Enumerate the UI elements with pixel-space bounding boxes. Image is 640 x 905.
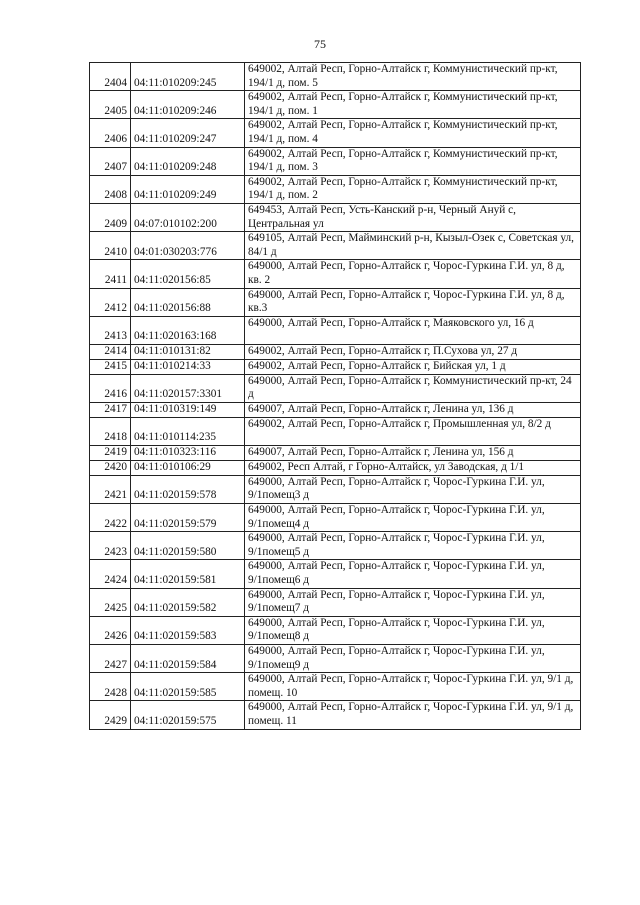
row-number: 2420 (90, 460, 131, 475)
address: 649002, Алтай Респ, Горно-Алтайск г, Коммунистический пр-кт, 194/1 д, пом. 3 (245, 147, 581, 175)
table-row (90, 616, 581, 644)
table-row (90, 119, 581, 147)
address: 649000, Алтай Респ, Горно-Алтайск г, Чорос-Гуркина Г.И. ул, 9/1помещ7 д (245, 588, 581, 616)
cadastral-number: 04:11:020163:168 (131, 316, 245, 344)
address: 649000, Алтай Респ, Горно-Алтайск г, Чорос-Гуркина Г.И. ул, 9/1помещ9 д (245, 645, 581, 673)
address: 649002, Алтай Респ, Горно-Алтайск г, П.Сухова ул, 27 д (245, 344, 581, 359)
row-number: 2409 (90, 203, 131, 231)
address: 649002, Алтай Респ, Горно-Алтайск г, Бийская ул, 1 д (245, 359, 581, 374)
address: 649000, Алтай Респ, Горно-Алтайск г, Чорос-Гуркина Г.И. ул, 9/1помещ8 д (245, 616, 581, 644)
address: 649000, Алтай Респ, Горно-Алтайск г, Чорос-Гуркина Г.И. ул, 9/1помещ4 д (245, 504, 581, 532)
row-number: 2410 (90, 232, 131, 260)
table-row (90, 288, 581, 316)
row-number: 2423 (90, 532, 131, 560)
row-number: 2412 (90, 288, 131, 316)
cadastral-number: 04:11:010319:149 (131, 402, 245, 417)
address: 649453, Алтай Респ, Усть-Канский р-н, Черный Ануй с, Центральная ул (245, 203, 581, 231)
row-number: 2413 (90, 316, 131, 344)
table-row (90, 344, 581, 359)
row-number: 2406 (90, 119, 131, 147)
cadastral-number: 04:11:010114:235 (131, 417, 245, 445)
cadastral-number: 04:11:010209:249 (131, 175, 245, 203)
cadastral-number: 04:11:010106:29 (131, 460, 245, 475)
table-row (90, 504, 581, 532)
table-row (90, 532, 581, 560)
row-number: 2405 (90, 91, 131, 119)
cadastral-number: 04:11:010323:116 (131, 445, 245, 460)
row-number: 2408 (90, 175, 131, 203)
table-row (90, 316, 581, 344)
cadastral-number: 04:11:020156:85 (131, 260, 245, 288)
address: 649000, Алтай Респ, Горно-Алтайск г, Чорос-Гуркина Г.И. ул, 9/1 д, помещ. 11 (245, 701, 581, 729)
address: 649007, Алтай Респ, Горно-Алтайск г, Ленина ул, 136 д (245, 402, 581, 417)
cadastral-number: 04:01:030203:776 (131, 232, 245, 260)
address: 649007, Алтай Респ, Горно-Алтайск г, Ленина ул, 156 д (245, 445, 581, 460)
property-table (89, 62, 581, 730)
row-number: 2417 (90, 402, 131, 417)
table-row (90, 203, 581, 231)
cadastral-number: 04:11:010209:248 (131, 147, 245, 175)
cadastral-number: 04:11:010209:246 (131, 91, 245, 119)
table-row (90, 359, 581, 374)
address: 649000, Алтай Респ, Горно-Алтайск г, Чорос-Гуркина Г.И. ул, 8 д, кв.3 (245, 288, 581, 316)
cadastral-number: 04:11:010209:245 (131, 63, 245, 91)
table-row (90, 417, 581, 445)
cadastral-number: 04:11:020159:575 (131, 701, 245, 729)
row-number: 2421 (90, 475, 131, 503)
cadastral-number: 04:11:020159:581 (131, 560, 245, 588)
table-row (90, 445, 581, 460)
table-row (90, 460, 581, 475)
table-row (90, 673, 581, 701)
address: 649002, Алтай Респ, Горно-Алтайск г, Коммунистический пр-кт, 194/1 д, пом. 4 (245, 119, 581, 147)
cadastral-number: 04:11:010214:33 (131, 359, 245, 374)
address: 649000, Алтай Респ, Горно-Алтайск г, Чорос-Гуркина Г.И. ул, 9/1 д, помещ. 10 (245, 673, 581, 701)
row-number: 2414 (90, 344, 131, 359)
address: 649002, Алтай Респ, Горно-Алтайск г, Коммунистический пр-кт, 194/1 д, пом. 5 (245, 63, 581, 91)
row-number: 2426 (90, 616, 131, 644)
table-row (90, 260, 581, 288)
cadastral-number: 04:11:020159:585 (131, 673, 245, 701)
address: 649000, Алтай Респ, Горно-Алтайск г, Чорос-Гуркина Г.И. ул, 8 д, кв. 2 (245, 260, 581, 288)
table-row (90, 475, 581, 503)
cadastral-number: 04:11:020159:582 (131, 588, 245, 616)
table-row (90, 645, 581, 673)
row-number: 2418 (90, 417, 131, 445)
table-row (90, 232, 581, 260)
row-number: 2425 (90, 588, 131, 616)
row-number: 2419 (90, 445, 131, 460)
cadastral-number: 04:11:020159:578 (131, 475, 245, 503)
cadastral-number: 04:07:010102:200 (131, 203, 245, 231)
address: 649000, Алтай Респ, Горно-Алтайск г, Чорос-Гуркина Г.И. ул, 9/1помещ5 д (245, 532, 581, 560)
row-number: 2415 (90, 359, 131, 374)
table-row (90, 701, 581, 729)
address: 649000, Алтай Респ, Горно-Алтайск г, Маяковского ул, 16 д (245, 316, 581, 344)
table-row (90, 560, 581, 588)
cadastral-number: 04:11:020156:88 (131, 288, 245, 316)
table-body (90, 63, 581, 730)
row-number: 2404 (90, 63, 131, 91)
table-row (90, 63, 581, 91)
table-row (90, 402, 581, 417)
address: 649002, Алтай Респ, Горно-Алтайск г, Коммунистический пр-кт, 194/1 д, пом. 1 (245, 91, 581, 119)
row-number: 2407 (90, 147, 131, 175)
row-number: 2424 (90, 560, 131, 588)
cadastral-number: 04:11:020159:584 (131, 645, 245, 673)
cadastral-number: 04:11:020159:580 (131, 532, 245, 560)
table-row (90, 588, 581, 616)
row-number: 2429 (90, 701, 131, 729)
address: 649000, Алтай Респ, Горно-Алтайск г, Чорос-Гуркина Г.И. ул, 9/1помещ6 д (245, 560, 581, 588)
address: 649002, Респ Алтай, г Горно-Алтайск, ул Заводская, д 1/1 (245, 460, 581, 475)
row-number: 2422 (90, 504, 131, 532)
row-number: 2416 (90, 374, 131, 402)
cadastral-number: 04:11:010209:247 (131, 119, 245, 147)
row-number: 2428 (90, 673, 131, 701)
address: 649002, Алтай Респ, Горно-Алтайск г, Коммунистический пр-кт, 194/1 д, пом. 2 (245, 175, 581, 203)
row-number: 2427 (90, 645, 131, 673)
table-row (90, 147, 581, 175)
cadastral-number: 04:11:020157:3301 (131, 374, 245, 402)
row-number: 2411 (90, 260, 131, 288)
table-row (90, 374, 581, 402)
page-number: 75 (314, 37, 326, 51)
table-row (90, 91, 581, 119)
address: 649105, Алтай Респ, Майминский р-н, Кызыл-Озек с, Советская ул, 84/1 д (245, 232, 581, 260)
table-row (90, 175, 581, 203)
address: 649000, Алтай Респ, Горно-Алтайск г, Коммунистический пр-кт, 24 д (245, 374, 581, 402)
cadastral-number: 04:11:020159:579 (131, 504, 245, 532)
cadastral-number: 04:11:010131:82 (131, 344, 245, 359)
cadastral-number: 04:11:020159:583 (131, 616, 245, 644)
address: 649002, Алтай Респ, Горно-Алтайск г, Промышленная ул, 8/2 д (245, 417, 581, 445)
address: 649000, Алтай Респ, Горно-Алтайск г, Чорос-Гуркина Г.И. ул, 9/1помещ3 д (245, 475, 581, 503)
